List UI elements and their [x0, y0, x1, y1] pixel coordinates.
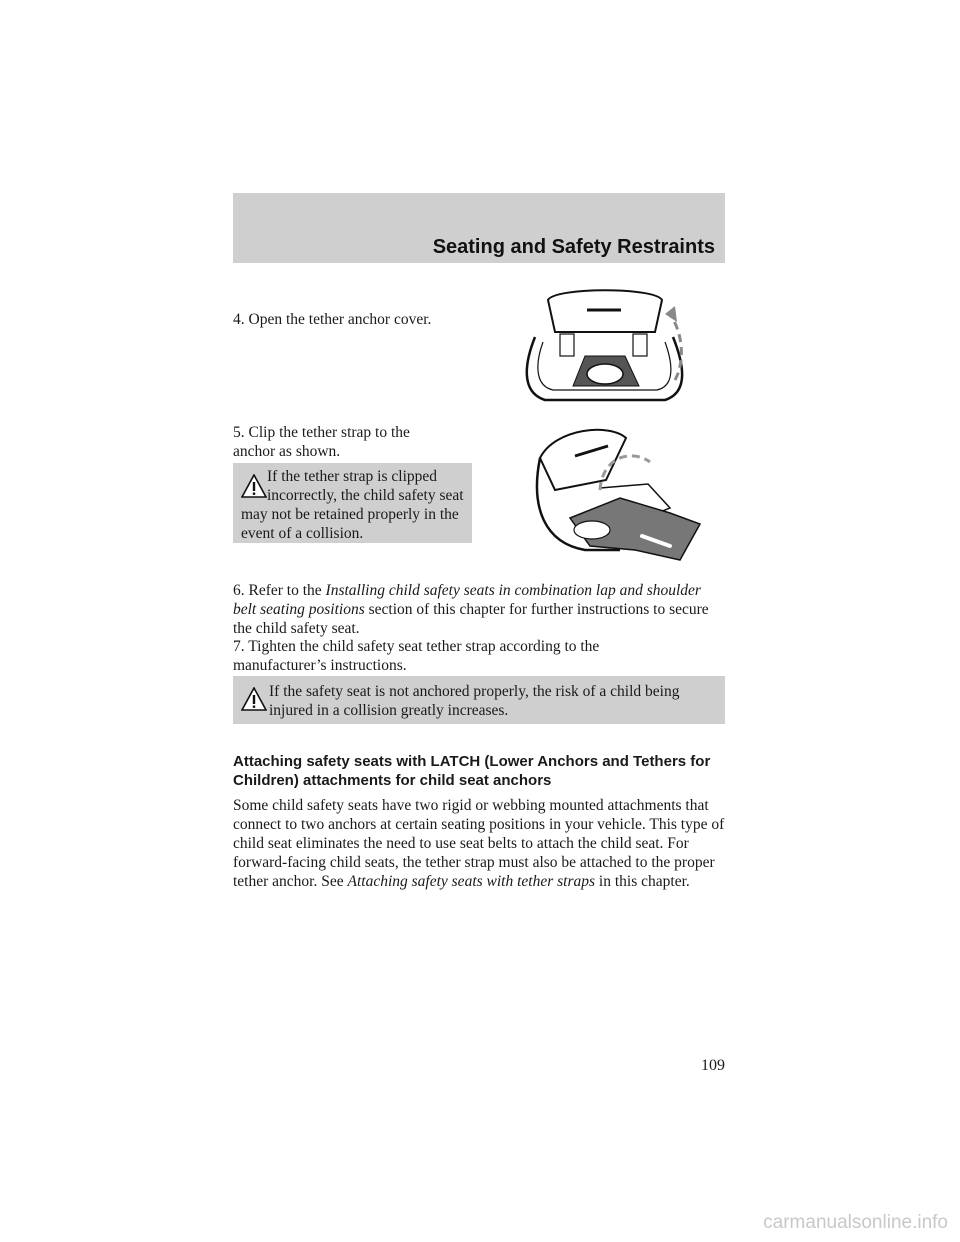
footer-watermark: carmanualsonline.info: [763, 1212, 948, 1233]
step-4: 4. Open the tether anchor cover.: [233, 311, 432, 328]
section-body: [233, 796, 727, 891]
warning-text: If the safety seat is not anchored properly, the risk of a child being injured in a collision greatly increases.: [269, 683, 680, 719]
step-5: 5. Clip the tether strap to the anchor as shown.: [233, 424, 410, 460]
step-6-prefix: 6. Refer to the: [233, 582, 326, 599]
header-bar: [233, 193, 725, 263]
tether-anchor-cover-illustration: [515, 282, 695, 412]
step-7: 7. Tighten the child safety seat tether strap according to the manufacturer’s instructions.: [233, 638, 600, 674]
step-6-suffix: section of this chapter for further instructions to secure the child safety seat.: [233, 601, 709, 637]
step-6: [233, 581, 727, 638]
page-title: Seating and Safety Restraints: [432, 236, 715, 258]
warning-box-anchor: [233, 676, 725, 724]
warning-box-tether: [233, 463, 472, 543]
warning-triangle-icon: [241, 687, 267, 711]
section-body-reference: Attaching safety seats with tether straps: [347, 873, 596, 890]
page-number: 109: [701, 1057, 725, 1074]
section-body-text: Some child safety seats have two rigid or webbing mounted attachments that connect to two anchors at certain seating positions in your vehicle. This type of child seat eliminates the need to use seat belts to attach the child seat. For forward-facing child seats, the tether strap must also be attached to the proper tether anchor. See: [233, 797, 725, 890]
section-body-suffix: in this chapter.: [595, 873, 690, 890]
section-heading: Attaching safety seats with LATCH (Lower Anchors and Tethers for Children) attachments for child seat anchors: [233, 753, 711, 789]
step-6-reference: Installing child safety seats in combination lap and shoulder belt seating positions: [233, 582, 701, 618]
warning-text: If the tether strap is clipped incorrectly, the child safety seat may not be retained properly in the event of a collision.: [241, 468, 464, 542]
tether-strap-clip-illustration: [530, 418, 710, 563]
